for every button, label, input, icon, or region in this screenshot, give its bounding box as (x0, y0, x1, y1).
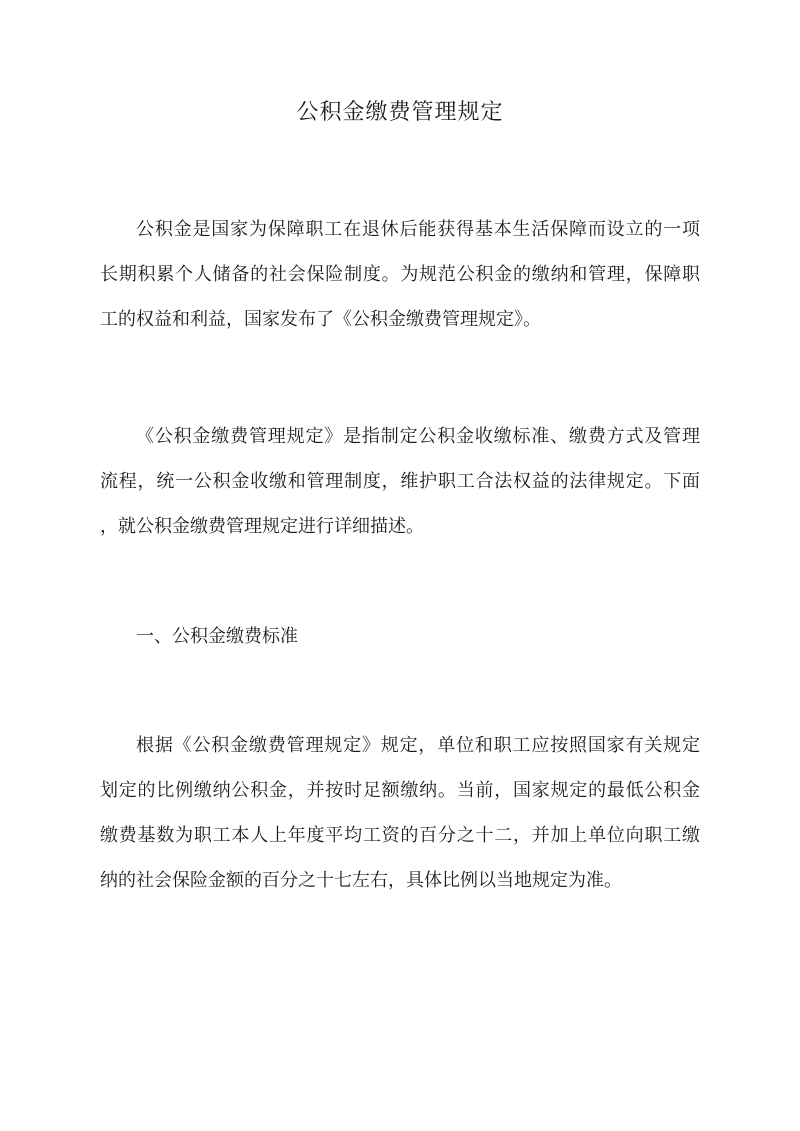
section-heading (100, 614, 700, 659)
section-heading-text: 一、公积金缴费标准 (136, 626, 298, 647)
paragraph-line: 根据《公积金缴费管理规定》规定，单位和职工应按照国家有关规定 (136, 735, 700, 756)
paragraph-line: 纳的社会保险金额的百分之十七左右，具体比例以当地规定为准。 (100, 870, 622, 891)
paragraph-standard (100, 723, 700, 903)
paragraph-line: 流程，统一公积金收缴和管理制度，维护职工合法权益的法律规定。下面 (100, 471, 700, 492)
paragraph-line: 划定的比例缴纳公积金，并按时足额缴纳。当前，国家规定的最低公积金 (100, 780, 700, 801)
paragraph-definition (100, 414, 700, 549)
page-title: 公积金缴费管理规定 (296, 100, 504, 125)
paragraph-line: 缴费基数为职工本人上年度平均工资的百分之十二，并加上单位向职工缴 (100, 825, 700, 846)
paragraph-line: 公积金是国家为保障职工在退休后能获得基本生活保障而设立的一项 (136, 219, 700, 240)
paragraph-line: 长期积累个人储备的社会保险制度。为规范公积金的缴纳和管理，保障职 (100, 264, 700, 285)
paragraph-intro (100, 207, 700, 342)
paragraph-line: 工的权益和利益，国家发布了《公积金缴费管理规定》。 (100, 309, 541, 330)
paragraph-line: ，就公积金缴费管理规定进行详细描述。 (100, 516, 424, 537)
paragraph-line: 《公积金缴费管理规定》是指制定公积金收缴标准、缴费方式及管理 (136, 426, 700, 447)
